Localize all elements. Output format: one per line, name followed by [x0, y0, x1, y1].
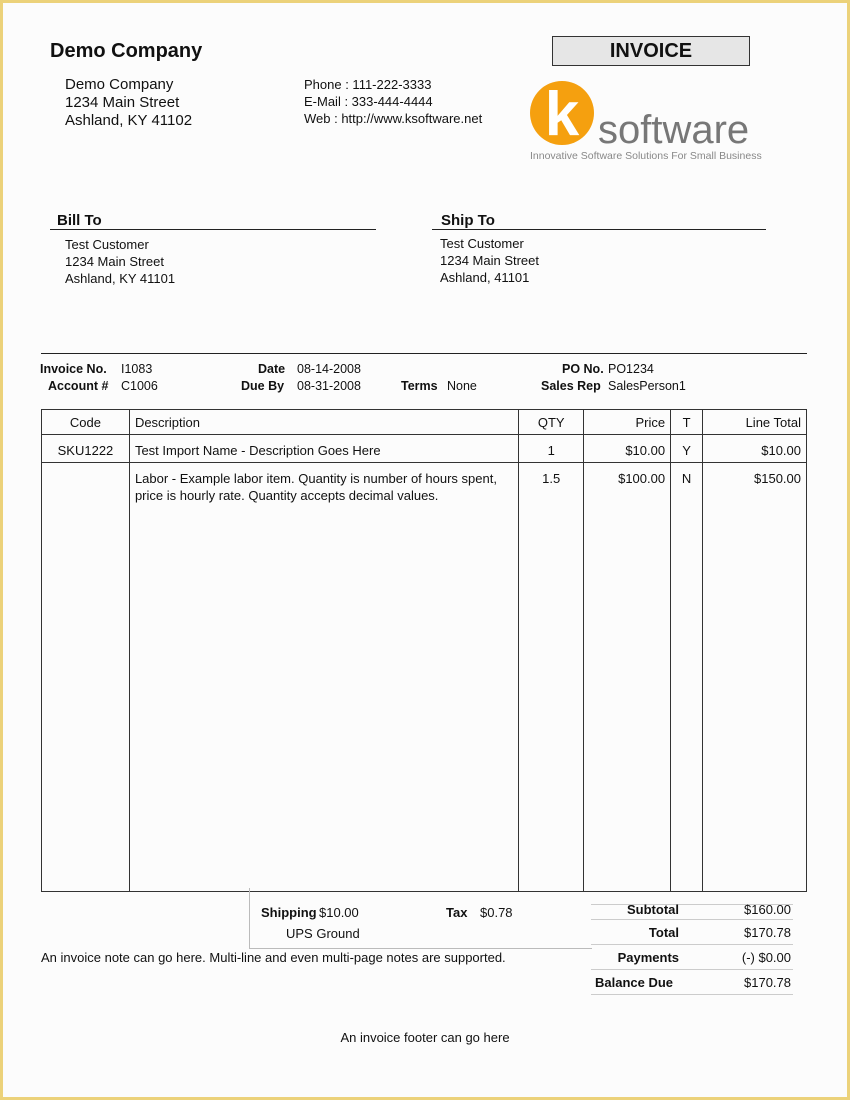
cell-line-total: $10.00	[703, 435, 807, 463]
bill-to-line: Test Customer	[65, 237, 149, 252]
column-header-price: Price	[584, 410, 671, 435]
payments-label: Payments	[617, 950, 679, 965]
tax-amount: $0.78	[480, 905, 513, 920]
ship-to-divider	[432, 229, 766, 230]
due-by-label: Due By	[241, 379, 285, 393]
company-address-line: Demo Company	[65, 76, 174, 93]
table-row	[42, 435, 807, 463]
cell-price: $100.00	[584, 463, 671, 892]
company-phone: Phone : 111-222-3333	[304, 77, 432, 92]
bill-to-heading: Bill To	[57, 212, 102, 229]
cell-description: Test Import Name - Description Goes Here	[129, 435, 518, 463]
column-header-tax-flag: T	[671, 410, 703, 435]
subtotal-value: $160.00	[744, 902, 791, 917]
due-date: 08-31-2008	[297, 379, 361, 393]
terms-value: None	[447, 379, 477, 393]
company-logo	[528, 78, 768, 164]
line-items-table	[41, 409, 807, 892]
logo-letter: k	[544, 80, 580, 149]
cell-line-total: $150.00	[703, 463, 807, 892]
table-row	[42, 463, 807, 892]
cell-tax-flag: Y	[671, 435, 703, 463]
ship-to-line: Test Customer	[440, 236, 524, 251]
company-title: Demo Company	[50, 40, 203, 62]
invoice-note: An invoice note can go here. Multi-line and even multi-page notes are supported.	[41, 950, 506, 965]
cell-qty: 1	[519, 435, 584, 463]
tax-label: Tax	[446, 905, 468, 920]
logo-tagline: Innovative Software Solutions For Small Business	[530, 150, 762, 162]
company-contact	[304, 76, 482, 127]
account-label: Account #	[48, 379, 109, 393]
invoice-number: I1083	[121, 362, 153, 376]
balance-due-row	[591, 970, 793, 995]
company-address-line: Ashland, KY 41102	[65, 112, 193, 129]
bill-to-divider	[50, 229, 376, 230]
company-address-line: 1234 Main Street	[65, 94, 180, 111]
totals-block	[591, 888, 793, 995]
ship-to-line: 1234 Main Street	[440, 253, 540, 268]
cell-code: SKU1222	[42, 435, 130, 463]
payments-row	[591, 945, 793, 970]
total-label: Total	[648, 925, 679, 940]
company-email: E-Mail : 333-444-4444	[304, 94, 433, 109]
column-header-code: Code	[42, 410, 130, 435]
balance-due-label: Balance Due	[595, 975, 674, 990]
total-row	[591, 920, 793, 945]
cell-qty: 1.5	[519, 463, 584, 892]
subtotal-row	[591, 897, 793, 920]
column-header-qty: QTY	[519, 410, 584, 435]
ship-to-address	[440, 235, 539, 286]
column-header-description: Description	[129, 410, 518, 435]
ship-to-line: Ashland, 41101	[440, 270, 530, 285]
sales-rep: SalesPerson1	[608, 379, 686, 393]
bill-to-line: 1234 Main Street	[65, 254, 165, 269]
document-title: INVOICE	[552, 36, 750, 66]
invoice-date: 08-14-2008	[297, 362, 361, 376]
company-address	[65, 76, 192, 130]
invoice-number-label: Invoice No.	[40, 362, 107, 376]
subtotal-label: Subtotal	[627, 902, 679, 917]
balance-due-value: $170.78	[744, 975, 791, 990]
payments-value: (-) $0.00	[741, 950, 791, 965]
po-number: PO1234	[608, 362, 654, 376]
cell-price: $10.00	[584, 435, 671, 463]
table-header-row	[42, 410, 807, 435]
account-number: C1006	[121, 379, 158, 393]
date-label: Date	[258, 362, 286, 376]
shipping-label: Shipping	[261, 905, 317, 920]
total-value: $170.78	[744, 925, 791, 940]
bill-to-address	[65, 236, 175, 287]
cell-tax-flag: N	[671, 463, 703, 892]
sales-rep-label: Sales Rep	[541, 379, 601, 393]
terms-label: Terms	[401, 379, 438, 393]
shipping-amount: $10.00	[319, 905, 359, 920]
po-label: PO No.	[562, 362, 604, 376]
bill-to-line: Ashland, KY 41101	[65, 271, 176, 286]
logo-graphic	[528, 78, 768, 164]
meta-divider	[41, 353, 807, 354]
ship-to-heading: Ship To	[441, 212, 495, 229]
invoice-footer: An invoice footer can go here	[340, 1030, 510, 1045]
shipping-method: UPS Ground	[286, 926, 360, 941]
cell-description: Labor - Example labor item. Quantity is number of hours spent, price is hourly rate. Quantity accepts decimal values.	[129, 463, 518, 892]
column-header-line-total: Line Total	[703, 410, 807, 435]
logo-text: software	[598, 108, 750, 152]
cell-code	[42, 463, 130, 892]
company-web: Web : http://www.ksoftware.net	[304, 111, 483, 126]
